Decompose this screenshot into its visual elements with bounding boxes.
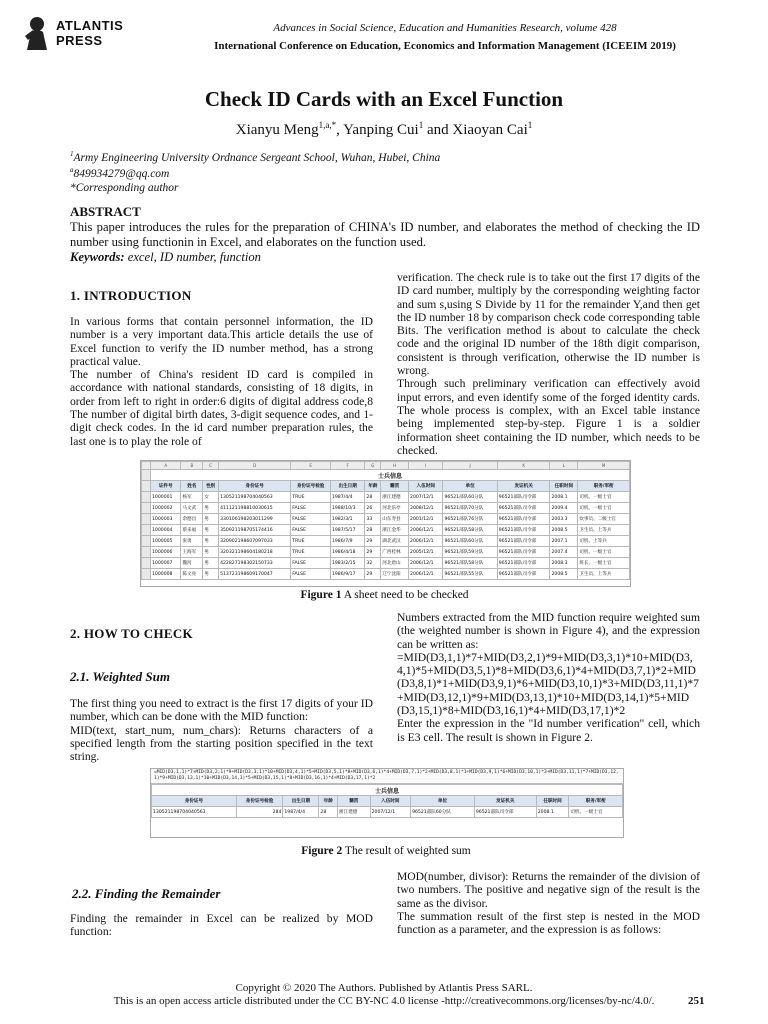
column-header: 身份证号 xyxy=(219,481,291,492)
column-header: 年龄 xyxy=(365,481,381,492)
table-cell: 130521198704040563 xyxy=(219,492,291,503)
table-cell: 411121198810030615 xyxy=(219,503,291,514)
table-header-row xyxy=(152,796,623,807)
table-cell: 浙江金华 xyxy=(381,525,409,536)
table-cell: 1000006 xyxy=(151,547,181,558)
figure-2-caption xyxy=(150,845,622,857)
table-cell: 96521部队司令部 xyxy=(497,525,550,536)
table-cell: 男 xyxy=(203,503,219,514)
table-cell: 1986/9/17 xyxy=(330,569,364,580)
column-header: 入伍时间 xyxy=(370,796,410,807)
section-heading-how-to-check: 2. HOW TO CHECK xyxy=(70,626,193,641)
table-cell: 1000005 xyxy=(151,536,181,547)
table-cell: 2007.4 xyxy=(550,547,578,558)
column-header: 出生日期 xyxy=(330,481,364,492)
table-cell: 96521部队司令部 xyxy=(497,514,550,525)
table-cell: 2008.5 xyxy=(550,525,578,536)
affiliation-sup: 1 xyxy=(70,150,74,158)
column-letter: E xyxy=(291,462,331,470)
column-letter-row xyxy=(142,462,630,470)
table-cell: 422827198302150733 xyxy=(219,558,291,569)
table-cell: 司机、一级士官 xyxy=(578,503,630,514)
table-cell: 余德昌 xyxy=(181,514,203,525)
table-cell: 96521部队58分队 xyxy=(443,525,497,536)
table-cell: 29 xyxy=(365,547,381,558)
column-letter: J xyxy=(443,462,497,470)
abstract-heading: ABSTRACT xyxy=(70,204,141,219)
table-cell: 浙江建德 xyxy=(381,492,409,503)
table-header-row xyxy=(142,481,630,492)
weighted-sum-formula: =MID(D3,1,1)*7+MID(D3,2,1)*9+MID(D3,3,1)*10+MID(D3,4,1)*5+MID(D3,5,1)*8+MID(D3,6,1)*4+MID(D3,7,1)*2+MID(D3,8,1)*1+MID(D3,9,1)*6+MID(D3,10,1)*3+MID(D3,11,1)*7+MID(D3,12,1)*9+MID(D3,13,1)*10+MID(D3,14,1)*5+MID(D3,15,1)*8+MID(D3,16,1)*4+MID(D3,17,1)*2 xyxy=(397,650,699,718)
remainder-right-paragraph-1: MOD(number, divisor): Returns the remainder of the division of two numbers. The positive and negative sign of the result is the same as the divisor. xyxy=(397,870,700,910)
author-and: and xyxy=(426,122,449,138)
table-cell: 28 xyxy=(365,492,381,503)
author-name: Yanping Cui xyxy=(343,122,419,138)
sheet-title-row xyxy=(142,470,630,481)
table-cell: 330106198203011299 xyxy=(219,514,291,525)
table-cell: 1000003 xyxy=(151,514,181,525)
column-letter: M xyxy=(578,462,630,470)
weighted-sum-right-column xyxy=(397,611,700,744)
table-cell: FALSE xyxy=(291,558,331,569)
table-cell: FALSE xyxy=(291,525,331,536)
table-row xyxy=(142,569,630,580)
table-cell: 湖北武汉 xyxy=(381,536,409,547)
table-cell: TRUE xyxy=(291,536,331,547)
table-cell: 28 xyxy=(319,807,338,818)
weighted-sum-right-paragraph-1: Numbers extracted from the MID function require weighted sum (the weighted number is shown in Figure 4), and the expression can be written as: xyxy=(397,611,700,651)
author-name: Xianyu Meng xyxy=(235,122,319,138)
table-cell: 男 xyxy=(203,569,219,580)
subsection-heading-finding-remainder: 2.2. Finding the Remainder xyxy=(72,886,221,901)
table-cell: 河北唐山 xyxy=(381,558,409,569)
author-sup: 1 xyxy=(418,120,424,130)
figure-2-caption-text: The result of weighted sum xyxy=(342,845,471,857)
intro-paragraph-2: The number of China's resident ID card is compiled in accordance with national standards, consisting of 18 digits, in order from left to right in order:6 digits of digital address code,8 The number of digital birth dates, 3-digit sequence codes, and 1-digit check codes. In the id card number preparation rules, the last one is to play the role of xyxy=(70,368,373,448)
table-cell: 29 xyxy=(365,569,381,580)
table-cell: 1983/2/15 xyxy=(330,558,364,569)
table-cell: 1986/7/9 xyxy=(330,536,364,547)
column-letter: K xyxy=(497,462,550,470)
figure-1-caption-text: A sheet need to be checked xyxy=(341,589,469,601)
column-header: 籍贯 xyxy=(338,796,371,807)
table-cell: FALSE xyxy=(291,514,331,525)
publisher-name-line2: PRESS xyxy=(56,33,103,48)
abstract-text: This paper introduces the rules for the preparation of CHINA's ID number, and elaborates the method of checking the ID number using functionin in Excel, and elaborates on the function used. xyxy=(70,220,700,249)
table-cell: 1987/4/4 xyxy=(283,807,319,818)
column-header: 性别 xyxy=(203,481,219,492)
keywords xyxy=(70,250,261,265)
table-cell: 1000002 xyxy=(151,503,181,514)
table-row xyxy=(142,536,630,547)
table-cell: 河北乐亭 xyxy=(381,503,409,514)
table-cell: 96521部队司令部 xyxy=(474,807,536,818)
intro-paragraph-1: In various forms that contain personnel information, the ID number is a very important data.This article details the use of Excel function to verify the ID number method, has a strong practical value. xyxy=(70,315,373,368)
column-header: 职务/军衔 xyxy=(578,481,630,492)
table-cell: 1986/4/18 xyxy=(330,547,364,558)
table-cell: 2008.5 xyxy=(550,569,578,580)
table-cell: 2009.4 xyxy=(550,503,578,514)
copyright-line: Copyright © 2020 The Authors. Published by Atlantis Press SARL. xyxy=(235,982,533,994)
table-cell: 96521部队58分队 xyxy=(443,558,497,569)
weighted-sum-paragraph-1: The first thing you need to extract is the first 17 digits of your ID number, which can be done with the MID function: xyxy=(70,697,373,724)
table-cell: 卫生员、上等兵 xyxy=(578,569,630,580)
column-header: 姓名 xyxy=(181,481,203,492)
email xyxy=(70,166,169,180)
column-header: 身份证号检验 xyxy=(236,796,283,807)
table-cell: FALSE xyxy=(291,569,331,580)
table-row xyxy=(142,525,630,536)
intro-right-paragraph-2: Through such preliminary verification can effectively avoid input errors, and even identify some of the forged identity cards. The whole process is complex, with an Excel table instance being implemented step-by-step. Figure 1 is a soldier information sheet containing the ID number, which needs to be checked. xyxy=(397,377,700,457)
table-cell: 96521部队76分队 xyxy=(443,514,497,525)
column-header: 出生日期 xyxy=(283,796,319,807)
weighted-sum-column xyxy=(70,697,373,763)
figure-2-label: Figure 2 xyxy=(301,845,343,857)
intro-right-column xyxy=(397,271,700,457)
table-row xyxy=(142,492,630,503)
column-letter: A xyxy=(151,462,181,470)
affiliation-text: Army Engineering University Ordnance Sergeant School, Wuhan, Hubei, China xyxy=(73,151,441,164)
table-cell: 2006/12/1 xyxy=(409,525,443,536)
column-header: 籍贯 xyxy=(381,481,409,492)
table-cell: 96521部队司令部 xyxy=(497,536,550,547)
table-cell: 司机、一级士官 xyxy=(569,807,623,818)
table-cell: 96521部队70分队 xyxy=(443,503,497,514)
table-cell: 96521部队司令部 xyxy=(497,492,550,503)
table-cell: 魏河 xyxy=(181,558,203,569)
table-cell: 陈文亮 xyxy=(181,569,203,580)
keywords-label: Keywords: xyxy=(70,250,125,264)
table-cell: 司机、上等兵 xyxy=(578,536,630,547)
column-header: 证件号 xyxy=(151,481,181,492)
column-header: 发证机关 xyxy=(497,481,550,492)
column-header: 入伍时间 xyxy=(409,481,443,492)
table-cell: 96521部队55分队 xyxy=(443,569,497,580)
table-cell: 2006/12/1 xyxy=(409,536,443,547)
author-name: Xiaoyan Cai xyxy=(452,122,528,138)
table-cell: 96521部队司令部 xyxy=(497,503,550,514)
table-cell: 350921198705174416 xyxy=(219,525,291,536)
remainder-right-paragraph-2: The summation result of the first step is nested in the MOD function as a parameter, and the expression is as follows: xyxy=(397,909,700,937)
table-cell: 女 xyxy=(203,492,219,503)
column-letter: G xyxy=(365,462,381,470)
table-cell: 96521部队59分队 xyxy=(443,547,497,558)
table-cell: 513723198609170047 xyxy=(219,569,291,580)
table-cell: 284 xyxy=(236,807,283,818)
table-row xyxy=(142,547,630,558)
table-cell: 96521部队司令部 xyxy=(497,569,550,580)
section-heading-introduction: 1. INTRODUCTION xyxy=(70,288,192,303)
table-cell: 96521部队60分队 xyxy=(443,492,497,503)
column-letter: C xyxy=(203,462,219,470)
author-sup: 1 xyxy=(527,120,533,130)
table-cell: 张勇 xyxy=(181,536,203,547)
table-cell: 1000004 xyxy=(151,525,181,536)
author-list: Xianyu Meng$^{1,a,*}$, Yanping Cui$^1$ and Xiaoyan Cai$^1$ xyxy=(235,120,533,138)
weighted-sum-right-paragraph-2: Enter the expression in the "Id number verification" cell, which is E3 cell. The result is shown in Figure 2. xyxy=(397,717,700,744)
table-cell: 2007/12/1 xyxy=(409,492,443,503)
table-row xyxy=(142,503,630,514)
table-cell: 男 xyxy=(203,536,219,547)
column-header: 职务/军衔 xyxy=(569,796,623,807)
conference-line: International Conference on Education, Economics and Information Management (ICEEIM 2019) xyxy=(214,40,676,52)
figure-1-table-body xyxy=(142,492,630,580)
table-cell: 2008.1 xyxy=(536,807,569,818)
table-cell: 320321198604180218 xyxy=(219,547,291,558)
column-header: 单位 xyxy=(443,481,497,492)
table-cell: 炊事员、二级士官 xyxy=(578,514,630,525)
column-header: 任职时间 xyxy=(550,481,578,492)
table-cell: 浙江建德 xyxy=(338,807,371,818)
table-row xyxy=(142,558,630,569)
email-text: 849934279@qq.com xyxy=(73,167,170,180)
sheet-title: 士兵信息 xyxy=(151,470,630,481)
table-cell: 2008.1 xyxy=(550,492,578,503)
table-cell: 96521部队司令部 xyxy=(497,547,550,558)
table-cell: 2007.1 xyxy=(550,536,578,547)
table-cell: 2006/12/1 xyxy=(409,569,443,580)
figure-1-label: Figure 1 xyxy=(300,589,342,601)
remainder-right-column xyxy=(397,870,700,936)
table-cell: TRUE xyxy=(291,547,331,558)
journal-line: Advances in Social Science, Education and Humanities Research, volume 428 xyxy=(273,22,617,34)
column-letter: L xyxy=(550,462,578,470)
table-cell: FALSE xyxy=(291,503,331,514)
table-cell: 29 xyxy=(365,536,381,547)
column-letter: B xyxy=(181,462,203,470)
paper-title: Check ID Cards with an Excel Function xyxy=(204,87,564,111)
formula-bar: =MID(D3,1,1)*7+MID(D3,2,1)*9+MID(D3,3,1)*10+MID(D3,4,1)*5+MID(D3,5,1)*8+MID(D3,6,1)*4+MID(D3,7,1)*2+MID(D3,8,1)*1+MID(D3,9,1)*6+MID(D3,10,1)*3+MID(D3,11,1)*7+MID(D3,12,1)*9+MID(D3,13,1)*10+MID(D3,14,1)*5+MID(D3,15,1)*8+MID(D3,16,1)*4+MID(D3,17,1)*2 xyxy=(151,769,623,784)
atlas-figure-icon xyxy=(22,16,52,50)
table-cell: 96521部队60分队 xyxy=(411,807,475,818)
table-cell: 96521部队司令部 xyxy=(497,558,550,569)
table-cell: 辽宁沈阳 xyxy=(381,569,409,580)
figure-1-caption xyxy=(140,589,629,601)
table-cell: 1987/4/4 xyxy=(330,492,364,503)
publisher-name-line1: ATLANTIS xyxy=(56,18,124,33)
table-cell: 2008.3 xyxy=(550,558,578,569)
table-row xyxy=(142,514,630,525)
table-cell: 320902198607097033 xyxy=(219,536,291,547)
table-cell: 32 xyxy=(365,558,381,569)
table-cell: TRUE xyxy=(291,492,331,503)
table-cell: 1000001 xyxy=(151,492,181,503)
table-cell: 1000008 xyxy=(151,569,181,580)
table-cell: 司机、一级士官 xyxy=(578,492,630,503)
subsection-heading-weighted-sum: 2.1. Weighted Sum xyxy=(70,669,170,684)
table-cell: 男 xyxy=(203,558,219,569)
table-cell: 28 xyxy=(365,525,381,536)
table-cell: 130521198704040563 xyxy=(152,807,237,818)
license-line: This is an open access article distributed under the CC BY-NC 4.0 license -http://creativecommons.org/licenses/by-nc/4.0/. xyxy=(113,995,655,1007)
table-cell: 2003.3 xyxy=(550,514,578,525)
table-cell: 26 xyxy=(365,503,381,514)
table-cell: 班长、一级士官 xyxy=(578,558,630,569)
sheet-title-row xyxy=(152,785,623,796)
sheet-title: 士兵信息 xyxy=(152,785,623,796)
affiliation xyxy=(70,150,440,164)
remainder-column xyxy=(70,912,373,939)
table-cell: 男 xyxy=(203,514,219,525)
table-cell: 司机、一级士官 xyxy=(578,547,630,558)
column-header: 身份证号 xyxy=(152,796,237,807)
table-cell: 2007/12/1 xyxy=(370,807,410,818)
column-letter: F xyxy=(330,462,364,470)
column-header: 任职时间 xyxy=(536,796,569,807)
remainder-paragraph-1: Finding the remainder in Excel can be realized by MOD function: xyxy=(70,912,373,939)
table-cell: 广西桂林 xyxy=(381,547,409,558)
table-cell: 山东寿县 xyxy=(381,514,409,525)
email-sup: a xyxy=(70,166,74,174)
column-header: 发证机关 xyxy=(474,796,536,807)
table-cell: 1000007 xyxy=(151,558,181,569)
weighted-sum-paragraph-2: MID(text, start_num, num_chars): Returns characters of a specified length from the starting position specified in the text string. xyxy=(70,723,373,764)
table-cell: 蔡来福 xyxy=(181,525,203,536)
figure-1-spreadsheet xyxy=(140,460,631,587)
column-header: 单位 xyxy=(411,796,475,807)
column-letter: I xyxy=(409,462,443,470)
table-cell: 杨军 xyxy=(181,492,203,503)
column-header: 年龄 xyxy=(319,796,338,807)
intro-right-paragraph-1: verification. The check rule is to take out the first 17 digits of the ID card number, multiply by the corresponding weighting factor and sum s,using S Divide by 11 for the remainder Y,and then get the ID number 18 by comparison check code corresponding table Bits. The verification method is about to calculate the check code and the original ID number of the 18th digit comparison, consistent is through verification, otherwise the ID number is wrong. xyxy=(397,271,700,378)
table-cell: 2006/12/1 xyxy=(409,558,443,569)
table-cell: 卫生员、上等兵 xyxy=(578,525,630,536)
table-cell: 1988/10/3 xyxy=(330,503,364,514)
table-cell: 1982/3/1 xyxy=(330,514,364,525)
column-header: 身份证号检验 xyxy=(291,481,331,492)
corresponding-author: *Corresponding author xyxy=(70,182,179,194)
table-cell: 男 xyxy=(203,547,219,558)
table-cell: 1987/5/17 xyxy=(330,525,364,536)
column-letter: H xyxy=(381,462,409,470)
column-letter: D xyxy=(219,462,291,470)
page-number: 251 xyxy=(688,995,705,1007)
table-cell: 马文武 xyxy=(181,503,203,514)
table-row xyxy=(152,807,623,818)
table-cell: 王海军 xyxy=(181,547,203,558)
table-cell: 96521部队60分队 xyxy=(443,536,497,547)
table-cell: 2005/12/1 xyxy=(409,547,443,558)
publisher-logo xyxy=(22,16,122,52)
table-cell: 33 xyxy=(365,514,381,525)
keywords-text: excel, ID number, function xyxy=(124,250,261,264)
figure-2-spreadsheet xyxy=(150,768,624,838)
intro-column xyxy=(70,315,373,448)
table-cell: 2001/12/1 xyxy=(409,514,443,525)
author-sup: 1,a,* xyxy=(318,120,337,130)
table-cell: 2008/12/1 xyxy=(409,503,443,514)
table-cell: 男 xyxy=(203,525,219,536)
